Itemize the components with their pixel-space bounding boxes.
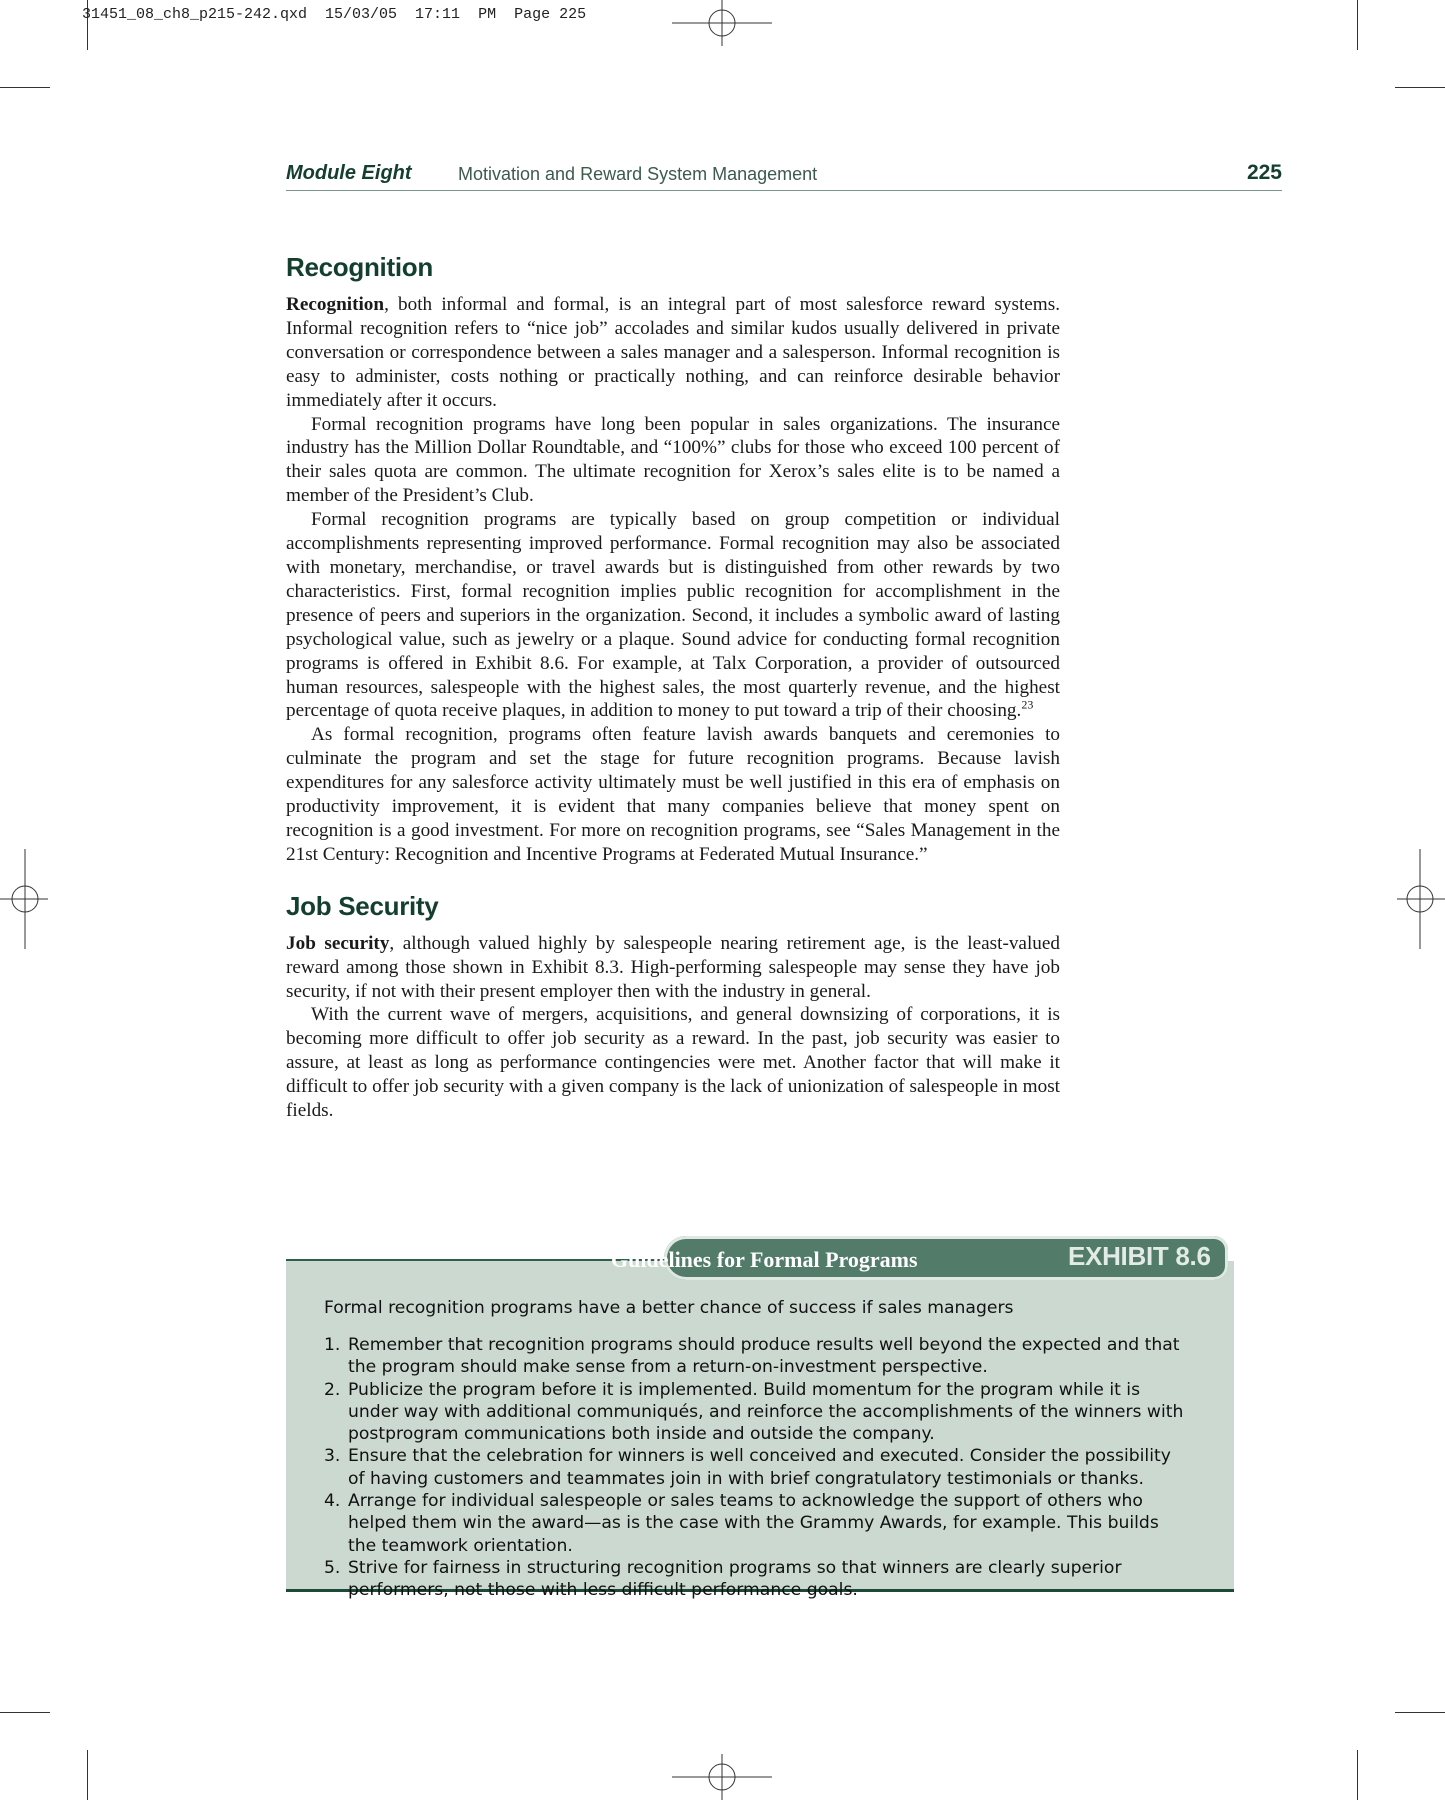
print-slug: 31451_08_ch8_p215-242.qxd 15/03/05 17:11 PM Page 225 [82, 6, 587, 23]
registration-mark-right [1395, 849, 1445, 949]
paragraph [286, 293, 1060, 413]
list-number: 4. [324, 1491, 341, 1512]
paragraph: As formal recognition, programs often feature lavish awards banquets and ceremonies to culminate the program and set the stage for future recognition programs. Because lavish expenditures for any salesforce activity ultimately must be well justified in this era of emphasis on productivity improvement, it is evident that many companies believe that money spent on recognition is a good investment. For more on recognition programs, see “Sales Management in the 21st Century: Recognition and Incentive Programs at Federated Mutual Insurance.” [286, 724, 1060, 865]
exhibit-label: EXHIBIT 8.6 [1068, 1241, 1211, 1271]
paragraph [286, 508, 1060, 723]
list-item [324, 1379, 1192, 1446]
paragraph: Formal recognition programs have long been popular in sales organizations. The insurance industry has the Million Dollar Roundtable, and “100%” clubs for those who exceed 100 percent of their sales quota are common. The ultimate recognition for Xerox’s sales elite is to be named a member of the President’s Club. [286, 413, 1060, 507]
paragraph: With the current wave of mergers, acquisitions, and general downsizing of corporations, it is becoming more difficult to offer job security as a reward. In the past, job security was easier to assure, at least as long as performance contingencies were met. Another factor that will make it difficult to offer job security with a given company is the lack of unionization of salespeople in most fields. [286, 1004, 1060, 1122]
list-item [324, 1334, 1192, 1379]
list-item [324, 1445, 1192, 1490]
list-item-text: Arrange for individual salespeople or sales teams to acknowledge the support of others who helped them win the award—as is the case with the Grammy Awards, for example. This builds the teamwork orientation. [348, 1491, 1159, 1556]
crop-mark [0, 87, 50, 88]
registration-mark-top [672, 0, 772, 50]
list-number: 1. [324, 1335, 341, 1355]
paragraph [286, 932, 1060, 1004]
exhibit-intro: Formal recognition programs have a better chance of success if sales managers [324, 1298, 1014, 1318]
list-item-text: Ensure that the celebration for winners is well conceived and executed. Consider the possibility of having customers and teammates join in with brief congratulatory testimonials or thanks. [348, 1446, 1171, 1489]
exhibit-title: Guidelines for Formal Programs [611, 1247, 918, 1272]
list-number: 3. [324, 1446, 341, 1467]
recognition-section [286, 252, 1060, 867]
module-title: Motivation and Reward System Management [458, 164, 818, 184]
crop-mark [1357, 0, 1358, 50]
list-number: 2. [324, 1379, 341, 1400]
list-item-text: Strive for fairness in structuring recognition programs so that winners are clearly superior performers, not those with less difficult performance goals. [348, 1557, 1122, 1601]
key-term: Recognition [286, 294, 385, 315]
paragraph-text: , both informal and formal, is an integral part of most salesforce reward systems. Informal recognition refers to “nice job” accolades and similar kudos usually delivered in private conversation or correspondence between a sales manager and a salesperson. Informal recognition is easy to administer, costs nothing or practically nothing, and can reinforce desirable behavior immediately after it occurs. [286, 294, 1060, 411]
exhibit-box [286, 1236, 1234, 1616]
crop-mark [0, 1712, 50, 1713]
registration-mark-bottom [672, 1750, 772, 1800]
job-security-section [286, 891, 1060, 1123]
main-content [286, 252, 1060, 1123]
footnote-ref[interactable]: 23 [1021, 698, 1034, 713]
registration-mark-left [0, 849, 50, 949]
crop-mark [1395, 1712, 1445, 1713]
list-item [324, 1557, 1192, 1602]
running-head [286, 160, 1282, 191]
list-item-text: Remember that recognition programs should produce results well beyond the expected and that the program should make sense from a return-on-investment perspective. [348, 1335, 1180, 1378]
recognition-heading: Recognition [286, 252, 433, 282]
page-number: 225 [1246, 161, 1282, 184]
crop-mark [1357, 1750, 1358, 1800]
crop-mark [1395, 87, 1445, 88]
exhibit-list [324, 1334, 1192, 1602]
key-term: Job security [286, 932, 390, 954]
paragraph-text: Formal recognition programs are typically based on group competition or individual accomplishments representing improved performance. Formal recognition may also be associated with monetary, merchandise, or travel awards but is distinguished from other rewards by two characteristics. First, formal recognition implies public recognition for accomplishment in the presence of peers and superiors in the organization. Second, it includes a symbolic award of lasting psychological value, such as jewelry or a plaque. Sound advice for conducting formal recognition programs is offered in Exhibit 8.6. For example, at Talx Corporation, a provider of outsourced human resources, salespeople with the highest sales, the most quarterly revenue, and the highest percentage of quota receive plaques, in addition to money to put toward a trip of their choosing. [286, 509, 1060, 722]
paragraph-text: , although valued highly by salespeople nearing retirement age, is the least-valued reward among those shown in Exhibit 8.3. High-performing salespeople may sense they have job security, if not with their present employer then with the industry in general. [286, 932, 1060, 1002]
job-security-heading: Job Security [286, 890, 439, 921]
list-item [324, 1490, 1192, 1557]
crop-mark [87, 1750, 88, 1800]
list-number: 5. [324, 1557, 341, 1578]
list-item-text: Publicize the program before it is implemented. Build momentum for the program while it is under way with additional communiqués, and reinforce the accomplishments of the winners with postprogram communications both inside and outside the company. [348, 1379, 1184, 1445]
module-label: Module Eight [286, 162, 412, 184]
